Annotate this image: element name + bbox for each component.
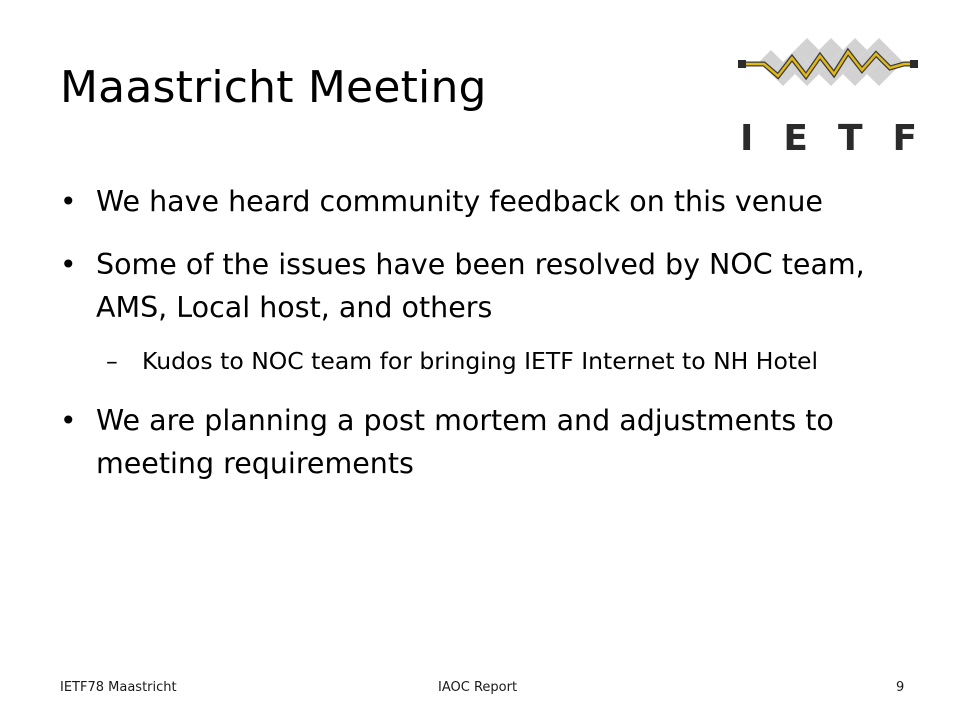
bullet-item <box>60 180 890 223</box>
footer-left: IETF78 Maastricht <box>60 680 177 695</box>
bullet-list <box>60 180 890 505</box>
sub-bullet-item <box>60 343 890 379</box>
logo-wordmark: IETF <box>740 118 948 159</box>
bullet-marker: • <box>60 185 77 218</box>
ietf-logo <box>736 30 948 159</box>
bullet-text: We have heard community feedback on this venue <box>96 185 823 218</box>
logo-end-cap-left <box>738 60 746 68</box>
bullet-item <box>60 399 890 485</box>
bullet-text: Some of the issues have been resolved by NOC team, AMS, Local host, and others <box>96 248 865 324</box>
sub-bullet-text: Kudos to NOC team for bringing IETF Internet to NH Hotel <box>142 347 819 375</box>
footer-center: IAOC Report <box>438 680 518 695</box>
bullet-text: We are planning a post mortem and adjustments to meeting requirements <box>96 404 834 480</box>
slide-title: Maastricht Meeting <box>60 62 487 113</box>
logo-end-cap-right <box>910 60 918 68</box>
bullet-marker: • <box>60 404 77 437</box>
bullet-marker: • <box>60 248 77 281</box>
page-number: 9 <box>896 680 905 695</box>
sub-bullet-marker: – <box>106 347 118 375</box>
bullet-item <box>60 243 890 329</box>
